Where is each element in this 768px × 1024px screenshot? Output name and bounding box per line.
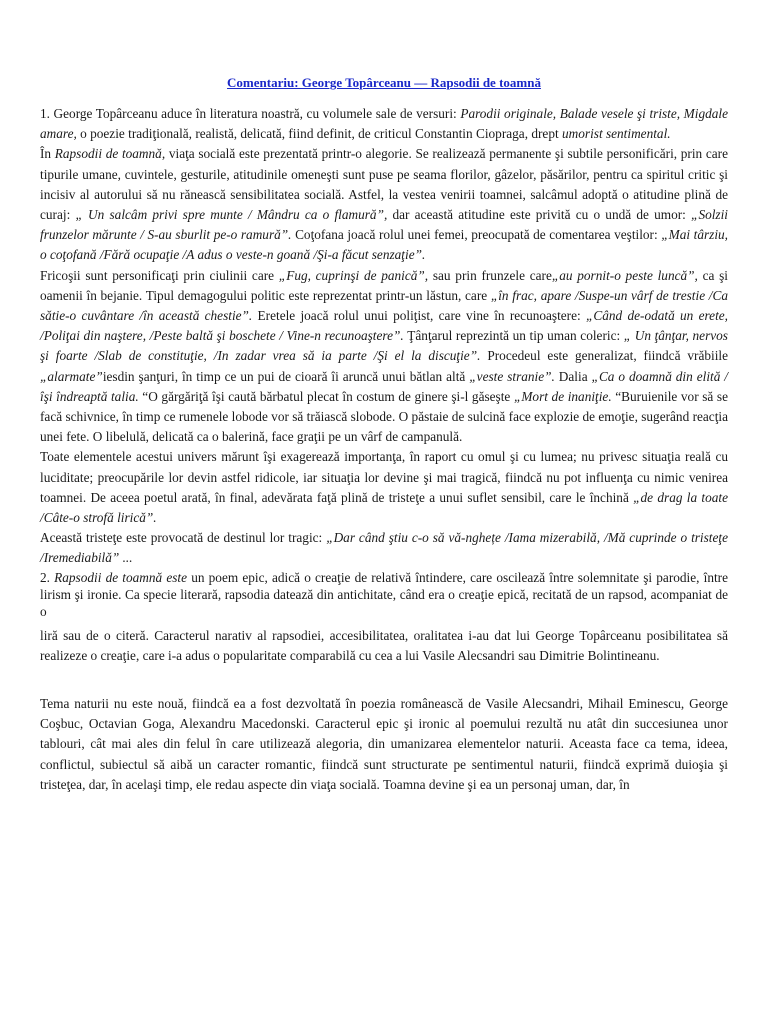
text: iesdin şanţuri, în timp ce un pui de cioară îi aruncă unui bătlan altă xyxy=(102,368,470,384)
paragraph-6 xyxy=(40,569,728,620)
spacer xyxy=(40,680,728,694)
text: sau prin frunzele care xyxy=(428,267,552,283)
text: În xyxy=(40,146,55,162)
document-title[interactable]: Comentariu: George Topârceanu — Rapsodii de toamnă xyxy=(227,75,541,90)
text: viaţa socială este prezentată printr-o alegorie. Se realizează permanente şi subtile personificări, prin care tipurile umane, cuvintele, gesturile, atitudinile omeneşti sunt puse pe seama florilor, gâzelor, păsărilor, pentru ca spiritul critic şi incisiv al autorului să nu rănească sensibilitatea socială. Astfel, la vestea venirii toamnei, salcâmul adoptă o atitudine plină de curaj: xyxy=(40,146,728,223)
paragraph-3 xyxy=(40,266,728,448)
italic-text: Rapsodii de toamnă este xyxy=(54,569,188,585)
text: ca şi oamenii în bejanie. Tipul demagogului politic este reprezentat printr-un lăstun, care xyxy=(40,267,728,303)
italic-text: „Mai târziu, o coţofană /Fără ocupaţie /A adus o veste-n goană /Şi-a făcut senzaţie”. xyxy=(40,227,728,263)
text: Toate elementele acestui univers mărunt îşi exagerează importanţa, în raport cu omul şi cu lumea; nu privesc situaţia reală cu luciditate; preocupările lor devin astfel ridicole, iar situaţia lor devine şi mai tragică, fiindcă nu pot influenţa cu nimic venirea toamnei. De aceea poetul arată, în final, adevărata faţă plină de tristeţe a unui suflet sensibil, care le închină xyxy=(40,449,728,505)
italic-text: „ Un ţânţar, nervos şi foarte /Slab de constituţie, /In zadar vrea să ia parte /Şi el la discuţie”. xyxy=(40,328,728,364)
text: Ţânţarul reprezintă un tip uman coleric: xyxy=(403,328,624,344)
text: “O gărgăriţă îşi caută bărbatul plecat în costum de ginere şi-l găseşte xyxy=(138,388,514,404)
text: liră sau de o citeră. Caracterul narativ al rapsodiei, accesibilitatea, oralitatea i-au dat lui George Topârceanu posibilitatea să realizeze o creaţie, care i-a adus o popularitate comparabilă cu cea a lui Vasile Alecsandri sau Dimitrie Bolintineanu. xyxy=(40,627,728,663)
spacer xyxy=(40,666,728,680)
text: Procedeul este generalizat, fiindcă vrăbiile xyxy=(480,348,728,364)
text: Dalia xyxy=(554,368,592,384)
document-body xyxy=(40,104,728,795)
paragraph-5 xyxy=(40,528,728,568)
text: Eretele joacă rolul unui poliţist, care vine în recunoaştere: xyxy=(252,308,586,324)
text: “Buruienile vor să se facă schivnice, în timp ce rumenele lobode vor să trăiască slobode. O păstaie de sulcină face explozie de emoţie, sugerând reacţia unei fete. O libelulă, delicată ca o balerină, face graţii pe un vârf de campanulă. xyxy=(40,388,728,445)
italic-text: „Dar când ştiu c-o să vă-nghețe /Iama mizerabilă, /Mă cuprinde o tristeţe /Iremediabilă” ... xyxy=(40,530,728,566)
italic-text: „alarmate” xyxy=(40,368,103,384)
text: Această tristeţe este provocată de destinul lor tragic: xyxy=(40,530,327,546)
italic-text: „ Un salcâm privi spre munte / Mândru ca o flamură”, xyxy=(75,207,388,223)
italic-text: „au pornit-o peste luncă”, xyxy=(551,267,698,283)
paragraph-2 xyxy=(40,144,728,265)
italic-text: „Mort de inaniţie. xyxy=(513,388,612,404)
paragraph-1 xyxy=(40,104,728,144)
text: Coţofana joacă rolul unei femei, preocupată de comentarea veştilor: xyxy=(291,227,662,243)
italic-text: „Solzii frunzelor mărunte / S-au sburlit pe-o ramură”. xyxy=(40,207,728,243)
title-block xyxy=(40,0,728,104)
paragraph-4 xyxy=(40,447,728,528)
italic-text: „în frac, apare /Suspe-un vârf de trestie /Ca sătie-o cuvântare /în această chestie”. xyxy=(40,287,728,324)
text: dar această atitudine este privită cu o undă de umor: xyxy=(387,207,692,223)
italic-text: „de drag la toate /Câte-o strofă lirică”. xyxy=(40,489,728,526)
italic-text: Rapsodii de toamnă, xyxy=(54,146,166,162)
italic-text: „Când de-odată un erete, /Poliţai din naştere, /Peste baltă şi boschete / Vine-n recunoaştere”. xyxy=(40,308,729,344)
text: 2. xyxy=(40,569,55,585)
italic-text: umorist sentimental. xyxy=(562,126,671,142)
paragraph-7 xyxy=(40,626,728,666)
text: o poezie tradiţională, realistă, delicată, fiind definit, de criticul Constantin Ciopraga, drept xyxy=(76,126,562,142)
paragraph-8 xyxy=(40,694,728,795)
italic-text: „Fug, cuprinşi de panică”, xyxy=(278,267,429,283)
text: Tema naturii nu este nouă, fiindcă ea a fost dezvoltată în poezia românească de Vasile Alecsandri, Mihail Eminescu, George Coşbuc, Octavian Goga, Alexandru Macedonski. Caracterul epic şi ironic al poemului rezultă nu atât din succesiunea unor tablouri, cât mai ales din felul în care utilizează alegoria, din umanizarea elementelor naturii. Aceasta face ca tema, ideea, conflictul, subiectul să aibă un caracter romantic, fiindcă sunt structurate pe sentimentul naturii, fiindcă exprimă duioşia şi tristeţea, dar, în acelaşi timp, ele redau aspecte din viaţa socială. Toamna devine şi ea un personaj uman, dar, în xyxy=(40,696,728,792)
italic-text: Parodii originale, Balade vesele şi triste, Migdale amare, xyxy=(40,106,728,142)
italic-text: „Ca o doamnă din elită / îşi îndreaptă talia. xyxy=(40,368,728,404)
text: 1. George Topârceanu aduce în literatura noastră, cu volumele sale de versuri: xyxy=(40,106,461,121)
text: un poem epic, adică o creaţie de relativă întindere, care oscilează între solemnitate şi parodie, între lirism şi ironie. Ca specie literară, rapsodia datează din antichitate, când era o creaţie epică, recitată de un rapsod, acompaniat de o xyxy=(40,569,728,619)
italic-text: „veste stranie”. xyxy=(469,368,555,384)
text: Fricoşii sunt personificaţi prin ciulinii care xyxy=(40,267,279,283)
